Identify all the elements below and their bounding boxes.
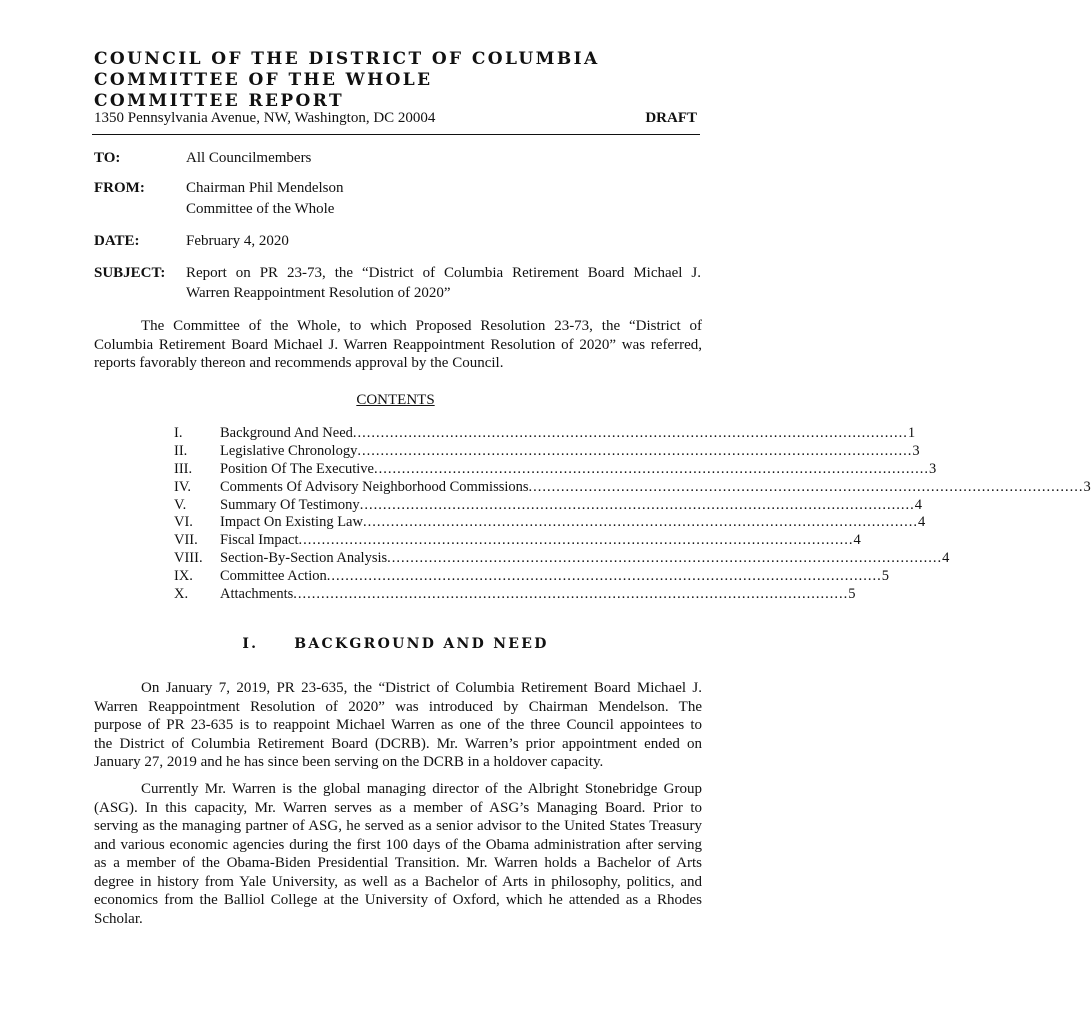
contents-title: CONTENTS [356, 392, 435, 408]
toc-page: 1 [907, 425, 916, 441]
toc-number: V. [174, 496, 187, 513]
toc-title: Legislative Chronology [220, 442, 358, 459]
toc-title: Impact On Existing Law [220, 514, 363, 531]
toc-number: IV. [174, 478, 192, 495]
date-label: DATE: [94, 233, 140, 249]
toc-item [174, 442, 920, 461]
paragraph-line: as a member of the Obama-Biden Presidential Transition. Mr. Warren holds a Bachelor of Arts [94, 855, 702, 871]
address-line: 1350 Pennsylvania Avenue, NW, Washington, DC 20004 [94, 110, 436, 126]
toc-leader: ........................................................................................................................ [352, 425, 908, 441]
draft-status: DRAFT [645, 110, 697, 126]
toc-number: VII. [174, 532, 198, 549]
background-paragraph-2 [94, 780, 702, 928]
intro-paragraph [94, 317, 702, 373]
toc-page: 5 [848, 586, 856, 603]
date-value: February 4, 2020 [186, 233, 289, 249]
toc-page: 4 [917, 514, 926, 531]
toc-leader: ........................................................................................................................ [359, 496, 915, 513]
toc-title: Position Of The Executive [220, 460, 374, 477]
subject-value-line1: Report on PR 23-73, the “District of Columbia Retirement Board Michael J. [186, 265, 701, 281]
council-heading: COUNCIL OF THE DISTRICT OF COLUMBIA [94, 49, 600, 69]
paragraph-line: serving as the managing partner of ASG, he served as a senior advisor to the United States Treasury [94, 818, 702, 834]
report-heading: COMMITTEE REPORT [94, 91, 345, 111]
toc-leader: ........................................................................................................................ [298, 532, 854, 549]
toc-item [174, 514, 926, 532]
paragraph-line: the District of Columbia Retirement Board (DCRB). Mr. Warren’s prior appointment ended on [94, 735, 702, 752]
from-value-line1: Chairman Phil Mendelson [186, 180, 344, 196]
intro-line: The Committee of the Whole, to which Proposed Resolution 23-73, the “District of [141, 318, 702, 334]
toc-title: Comments Of Advisory Neighborhood Commissions [220, 478, 529, 495]
toc-title: Summary Of Testimony [220, 496, 360, 513]
paragraph-line: purpose of PR 23-635 is to reappoint Michael Warren as one of the three Council appointees to [94, 717, 702, 733]
header-divider [92, 134, 700, 135]
toc-page: 4 [914, 496, 922, 513]
toc-leader: ........................................................................................................................ [362, 514, 918, 531]
toc-leader: ........................................................................................................................ [293, 586, 849, 603]
toc-number: IX. [174, 568, 193, 585]
toc-leader: ........................................................................................................................ [387, 550, 943, 567]
toc-item [174, 425, 916, 443]
paragraph-line: degree in history from Yale University, as well as a Bachelor of Arts in philosophy, politics, and [94, 873, 702, 890]
from-label: FROM: [94, 180, 145, 196]
toc-number: VIII. [174, 550, 203, 567]
toc-number: II. [174, 442, 188, 459]
background-paragraph-1 [94, 679, 702, 772]
paragraph-line: Scholar. [94, 910, 143, 927]
section-heading-background: I. BACKGROUND AND NEED [242, 636, 549, 652]
to-label: TO: [94, 150, 121, 166]
toc-leader: ........................................................................................................................ [528, 478, 1084, 495]
toc-leader: ........................................................................................................................ [357, 442, 913, 459]
paragraph-line: Warren Reappointment Resolution of 2020” was introduced by Chairman Mendelson. The [94, 698, 702, 715]
toc-page: 3 [928, 460, 937, 477]
to-value: All Councilmembers [186, 150, 312, 166]
toc-item [174, 496, 922, 515]
toc-leader: ........................................................................................................................ [373, 460, 929, 477]
toc-leader: ........................................................................................................................ [326, 568, 882, 585]
toc-item [174, 586, 856, 604]
toc-page: 3 [1083, 478, 1091, 495]
subject-value-line2: Warren Reappointment Resolution of 2020” [186, 285, 451, 301]
table-of-contents [174, 425, 1091, 604]
intro-line: Columbia Retirement Board Michael J. Warren Reappointment Resolution of 2020” was referred, [94, 336, 702, 353]
toc-item [174, 478, 1091, 497]
toc-item [174, 460, 937, 479]
toc-page: 3 [912, 442, 920, 459]
paragraph-line: (ASG). In this capacity, Mr. Warren serves as a member of ASG’s Managing Board. Prior to [94, 799, 702, 816]
toc-number: VI. [174, 514, 193, 531]
toc-title: Background And Need [220, 425, 353, 441]
from-value-line2: Committee of the Whole [186, 201, 335, 217]
toc-title: Committee Action [220, 568, 327, 585]
toc-number: X. [174, 586, 189, 603]
toc-item [174, 532, 861, 550]
subject-label: SUBJECT: [94, 265, 166, 281]
toc-item [174, 550, 950, 568]
toc-item [174, 568, 889, 586]
toc-page: 4 [853, 532, 861, 549]
intro-line: reports favorably thereon and recommends approval by the Council. [94, 355, 504, 371]
toc-number: I. [174, 425, 183, 441]
toc-page: 5 [881, 568, 889, 585]
toc-title: Section-By-Section Analysis [220, 550, 388, 567]
toc-title: Fiscal Impact [220, 532, 299, 549]
toc-page: 4 [942, 550, 950, 567]
toc-title: Attachments [220, 586, 294, 603]
toc-number: III. [174, 460, 193, 477]
committee-heading: COMMITTEE OF THE WHOLE [94, 70, 433, 90]
paragraph-line: Currently Mr. Warren is the global managing director of the Albright Stonebridge Group [141, 781, 702, 797]
paragraph-line: and various economic agencies during the first 100 days of the Obama administration after serving [94, 836, 702, 853]
paragraph-line: On January 7, 2019, PR 23-635, the “District of Columbia Retirement Board Michael J. [141, 680, 702, 696]
paragraph-line: January 27, 2019 and he has since been serving on the DCRB in a holdover capacity. [94, 754, 604, 770]
paragraph-line: economics from the Balliol College at the University of Oxford, which he attended as a Rhodes [94, 892, 702, 908]
